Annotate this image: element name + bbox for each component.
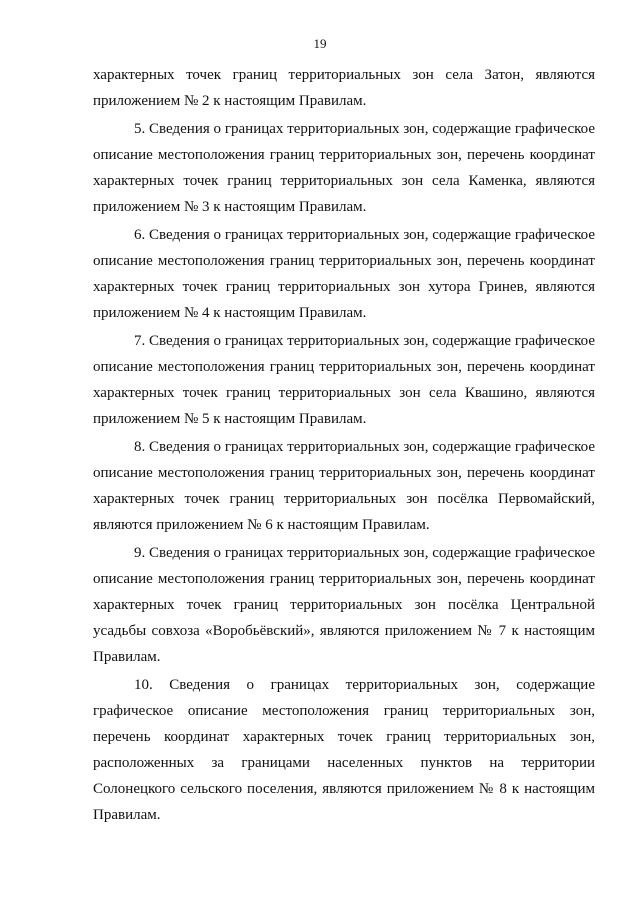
paragraph-item-7: 7. Сведения о границах территориальных зон, содержащие графическое описание местоположения границ территориальных зон, перечень координат характерных точек границ территориальных зон села Квашино, являются приложением № 5 к настоящим Правилам. [93, 333, 595, 427]
paragraph-item-10: 10. Сведения о границах территориальных зон, содержащие графическое описание местоположения границ территориальных зон, перечень координат характерных точек границ территориальных зон, расположенных за границами населенных пунктов на территории Солонецкого сельского поселения, являются приложением № 8 к настоящим Правилам. [93, 677, 595, 823]
paragraph-continuation: характерных точек границ территориальных зон села Затон, являются приложением № 2 к настоящим Правилам. [93, 67, 595, 109]
page-number: 19 [313, 36, 327, 51]
document-body [93, 62, 595, 828]
paragraph-item-9: 9. Сведения о границах территориальных зон, содержащие графическое описание местоположения границ территориальных зон, перечень координат характерных точек границ территориальных зон посёлка Центральной усадьбы совхоза «Воробьёвский», являются приложением № 7 к настоящим Правилам. [93, 545, 595, 665]
paragraph-item-5: 5. Сведения о границах территориальных зон, содержащие графическое описание местоположения границ территориальных зон, перечень координат характерных точек границ территориальных зон села Каменка, являются приложением № 3 к настоящим Правилам. [93, 121, 595, 215]
paragraph-item-6: 6. Сведения о границах территориальных зон, содержащие графическое описание местоположения границ территориальных зон, перечень координат характерных точек границ территориальных зон хутора Гринев, являются приложением № 4 к настоящим Правилам. [93, 227, 595, 321]
paragraph-item-8: 8. Сведения о границах территориальных зон, содержащие графическое описание местоположения границ территориальных зон, перечень координат характерных точек границ территориальных зон посёлка Первомайский, являются приложением № 6 к настоящим Правилам. [93, 439, 595, 533]
